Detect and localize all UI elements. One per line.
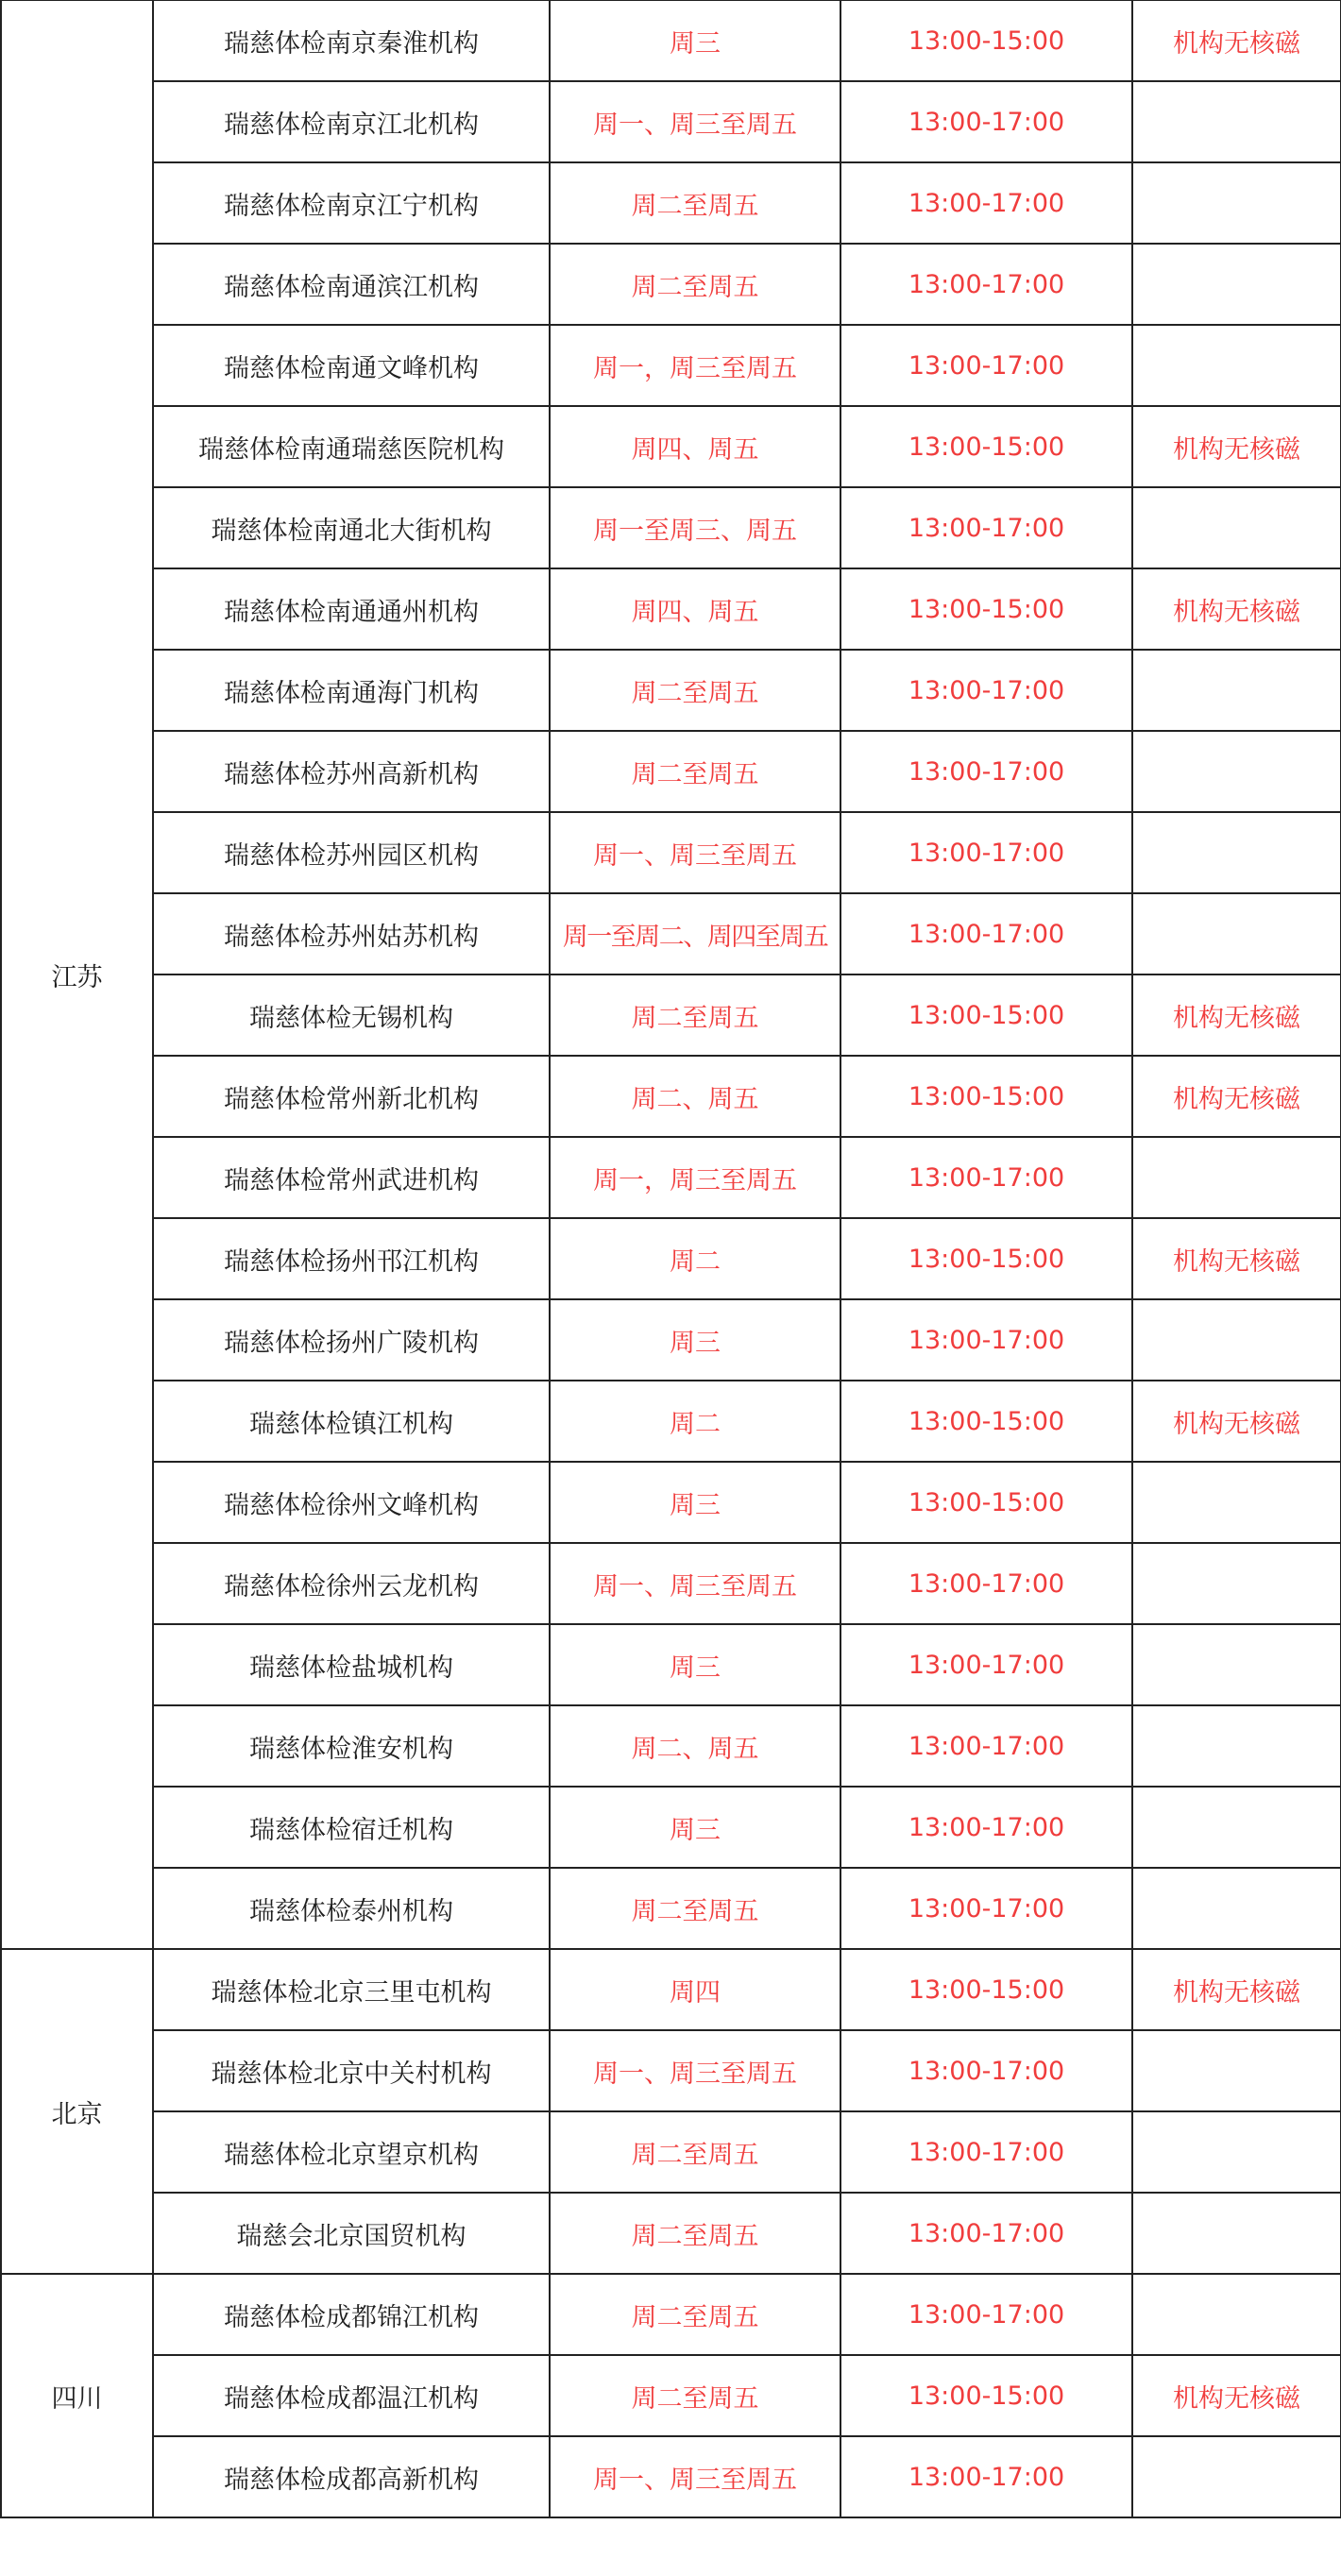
service-time-cell: 13:00-17:00 [840, 1299, 1132, 1381]
province-cell: 四川 [1, 2274, 153, 2517]
table-row [1, 244, 1341, 325]
note-cell: 机构无核磁 [1132, 568, 1341, 650]
table-row [1, 2355, 1341, 2436]
service-days-cell: 周二、周五 [550, 1056, 840, 1137]
service-days-cell: 周二 [550, 1218, 840, 1299]
table-row [1, 2274, 1341, 2355]
service-days-cell: 周二至周五 [550, 2355, 840, 2436]
service-time-cell: 13:00-17:00 [840, 650, 1132, 731]
note-cell [1132, 812, 1341, 893]
service-time-cell: 13:00-17:00 [840, 2030, 1132, 2111]
institution-cell: 瑞慈体检南通北大街机构 [153, 487, 550, 568]
note-cell: 机构无核磁 [1132, 1949, 1341, 2030]
service-time-cell: 13:00-15:00 [840, 406, 1132, 487]
table-row [1, 893, 1341, 974]
institution-cell: 瑞慈体检南京江北机构 [153, 81, 550, 162]
table-row [1, 650, 1341, 731]
institution-cell: 瑞慈体检扬州邗江机构 [153, 1218, 550, 1299]
institution-cell: 瑞慈体检盐城机构 [153, 1624, 550, 1705]
table-row [1, 731, 1341, 812]
institution-cell: 瑞慈体检南通通州机构 [153, 568, 550, 650]
table-row [1, 1381, 1341, 1462]
table-row [1, 1624, 1341, 1705]
table-row [1, 406, 1341, 487]
institution-cell: 瑞慈体检扬州广陵机构 [153, 1299, 550, 1381]
service-time-cell: 13:00-17:00 [840, 1137, 1132, 1218]
institution-cell: 瑞慈会北京国贸机构 [153, 2193, 550, 2274]
table-row [1, 1299, 1341, 1381]
service-time-cell: 13:00-17:00 [840, 1868, 1132, 1949]
service-time-cell: 13:00-17:00 [840, 1705, 1132, 1787]
institution-cell: 瑞慈体检宿迁机构 [153, 1787, 550, 1868]
service-days-cell: 周三 [550, 1299, 840, 1381]
note-cell: 机构无核磁 [1132, 1056, 1341, 1137]
institution-cell: 瑞慈体检镇江机构 [153, 1381, 550, 1462]
note-cell [1132, 1299, 1341, 1381]
service-days-cell: 周一，周三至周五 [550, 325, 840, 406]
note-cell [1132, 2111, 1341, 2193]
service-days-cell: 周二至周五 [550, 731, 840, 812]
table-row [1, 1056, 1341, 1137]
institution-cell: 瑞慈体检泰州机构 [153, 1868, 550, 1949]
table-row [1, 812, 1341, 893]
service-time-cell: 13:00-15:00 [840, 974, 1132, 1056]
table-row [1, 974, 1341, 1056]
service-days-cell: 周一，周三至周五 [550, 1137, 840, 1218]
service-time-cell: 13:00-15:00 [840, 1056, 1132, 1137]
table-row [1, 1705, 1341, 1787]
institution-cell: 瑞慈体检苏州姑苏机构 [153, 893, 550, 974]
service-days-cell: 周二至周五 [550, 244, 840, 325]
institution-cell: 瑞慈体检苏州高新机构 [153, 731, 550, 812]
service-time-cell: 13:00-17:00 [840, 1543, 1132, 1624]
service-days-cell: 周一、周三至周五 [550, 2030, 840, 2111]
institution-cell: 瑞慈体检南京秦淮机构 [153, 0, 550, 81]
service-days-cell: 周二 [550, 1381, 840, 1462]
table-row [1, 162, 1341, 244]
service-time-cell: 13:00-17:00 [840, 244, 1132, 325]
note-cell [1132, 1462, 1341, 1543]
table-row [1, 0, 1341, 81]
note-cell: 机构无核磁 [1132, 1381, 1341, 1462]
service-days-cell: 周三 [550, 1624, 840, 1705]
institution-cell: 瑞慈体检北京三里屯机构 [153, 1949, 550, 2030]
table-row [1, 1868, 1341, 1949]
institution-cell: 瑞慈体检南通文峰机构 [153, 325, 550, 406]
institution-cell: 瑞慈体检徐州云龙机构 [153, 1543, 550, 1624]
institution-cell: 瑞慈体检北京中关村机构 [153, 2030, 550, 2111]
note-cell [1132, 325, 1341, 406]
service-time-cell: 13:00-15:00 [840, 1462, 1132, 1543]
institution-cell: 瑞慈体检成都高新机构 [153, 2436, 550, 2517]
service-time-cell: 13:00-17:00 [840, 812, 1132, 893]
table-row [1, 487, 1341, 568]
service-time-cell: 13:00-15:00 [840, 1949, 1132, 2030]
note-cell: 机构无核磁 [1132, 0, 1341, 81]
service-time-cell: 13:00-17:00 [840, 325, 1132, 406]
note-cell: 机构无核磁 [1132, 2355, 1341, 2436]
table-row [1, 2193, 1341, 2274]
service-time-cell: 13:00-15:00 [840, 0, 1132, 81]
table-row [1, 1462, 1341, 1543]
note-cell: 机构无核磁 [1132, 1218, 1341, 1299]
service-days-cell: 周三 [550, 1462, 840, 1543]
service-days-cell: 周一、周三至周五 [550, 81, 840, 162]
service-time-cell: 13:00-15:00 [840, 1218, 1132, 1299]
institution-cell: 瑞慈体检成都锦江机构 [153, 2274, 550, 2355]
service-days-cell: 周二至周五 [550, 1868, 840, 1949]
table-row [1, 325, 1341, 406]
service-days-cell: 周一、周三至周五 [550, 2436, 840, 2517]
institution-cell: 瑞慈体检常州新北机构 [153, 1056, 550, 1137]
service-time-cell: 13:00-15:00 [840, 1381, 1132, 1462]
service-days-cell: 周二至周五 [550, 2193, 840, 2274]
note-cell [1132, 487, 1341, 568]
note-cell: 机构无核磁 [1132, 974, 1341, 1056]
service-time-cell: 13:00-17:00 [840, 2436, 1132, 2517]
service-time-cell: 13:00-17:00 [840, 893, 1132, 974]
service-days-cell: 周二至周五 [550, 974, 840, 1056]
province-cell: 北京 [1, 1949, 153, 2274]
note-cell [1132, 1624, 1341, 1705]
institution-cell: 瑞慈体检北京望京机构 [153, 2111, 550, 2193]
institution-cell: 瑞慈体检南通滨江机构 [153, 244, 550, 325]
service-days-cell: 周一、周三至周五 [550, 812, 840, 893]
table-row [1, 1949, 1341, 2030]
service-time-cell: 13:00-17:00 [840, 81, 1132, 162]
service-days-cell: 周四、周五 [550, 406, 840, 487]
note-cell [1132, 1787, 1341, 1868]
service-time-cell: 13:00-15:00 [840, 568, 1132, 650]
table-row [1, 2111, 1341, 2193]
note-cell [1132, 1868, 1341, 1949]
service-days-cell: 周二、周五 [550, 1705, 840, 1787]
note-cell [1132, 81, 1341, 162]
service-days-cell: 周二至周五 [550, 2274, 840, 2355]
institution-cell: 瑞慈体检淮安机构 [153, 1705, 550, 1787]
institution-cell: 瑞慈体检常州武进机构 [153, 1137, 550, 1218]
table-row [1, 2436, 1341, 2517]
schedule-body [1, 0, 1341, 2517]
note-cell [1132, 244, 1341, 325]
note-cell [1132, 1137, 1341, 1218]
note-cell [1132, 2436, 1341, 2517]
institution-cell: 瑞慈体检徐州文峰机构 [153, 1462, 550, 1543]
note-cell [1132, 1705, 1341, 1787]
service-days-cell: 周四 [550, 1949, 840, 2030]
service-days-cell: 周一、周三至周五 [550, 1543, 840, 1624]
service-days-cell: 周一至周二、周四至周五 [550, 893, 840, 974]
service-time-cell: 13:00-17:00 [840, 162, 1132, 244]
service-time-cell: 13:00-17:00 [840, 2274, 1132, 2355]
table-row [1, 1137, 1341, 1218]
note-cell [1132, 650, 1341, 731]
table-row [1, 2030, 1341, 2111]
service-days-cell: 周三 [550, 0, 840, 81]
service-time-cell: 13:00-17:00 [840, 487, 1132, 568]
note-cell [1132, 1543, 1341, 1624]
service-time-cell: 13:00-17:00 [840, 2193, 1132, 2274]
table-row [1, 1218, 1341, 1299]
province-cell: 江苏 [1, 0, 153, 1949]
service-days-cell: 周一至周三、周五 [550, 487, 840, 568]
institution-cell: 瑞慈体检成都温江机构 [153, 2355, 550, 2436]
service-days-cell: 周四、周五 [550, 568, 840, 650]
note-cell [1132, 2193, 1341, 2274]
table-row [1, 81, 1341, 162]
service-time-cell: 13:00-17:00 [840, 2111, 1132, 2193]
note-cell [1132, 893, 1341, 974]
service-days-cell: 周二至周五 [550, 2111, 840, 2193]
service-days-cell: 周二至周五 [550, 650, 840, 731]
note-cell [1132, 731, 1341, 812]
table-row [1, 568, 1341, 650]
institution-cell: 瑞慈体检南通海门机构 [153, 650, 550, 731]
service-time-cell: 13:00-17:00 [840, 731, 1132, 812]
service-days-cell: 周二至周五 [550, 162, 840, 244]
service-time-cell: 13:00-17:00 [840, 1787, 1132, 1868]
table-row [1, 1543, 1341, 1624]
table-row [1, 1787, 1341, 1868]
service-time-cell: 13:00-15:00 [840, 2355, 1132, 2436]
service-days-cell: 周三 [550, 1787, 840, 1868]
note-cell [1132, 2274, 1341, 2355]
institution-cell: 瑞慈体检南京江宁机构 [153, 162, 550, 244]
institution-cell: 瑞慈体检无锡机构 [153, 974, 550, 1056]
note-cell: 机构无核磁 [1132, 406, 1341, 487]
institution-cell: 瑞慈体检南通瑞慈医院机构 [153, 406, 550, 487]
note-cell [1132, 2030, 1341, 2111]
note-cell [1132, 162, 1341, 244]
institution-cell: 瑞慈体检苏州园区机构 [153, 812, 550, 893]
service-time-cell: 13:00-17:00 [840, 1624, 1132, 1705]
